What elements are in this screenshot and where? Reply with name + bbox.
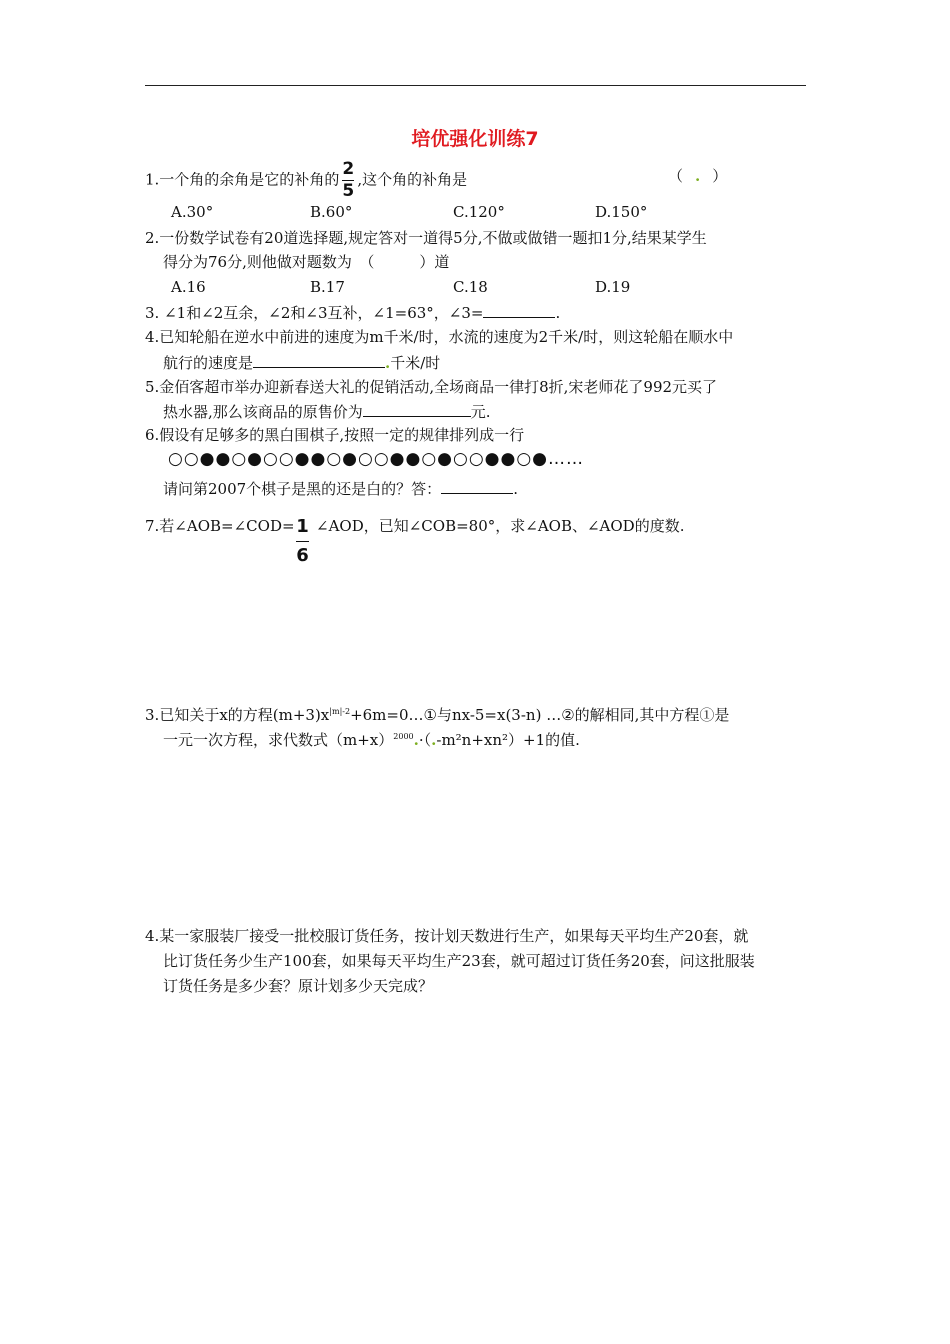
q6-stone-sequence: ○○●●○●○○●●○●○○●●○●○○●●○●…… — [168, 449, 585, 469]
q1-option-c: C.120° — [453, 203, 505, 221]
q5-line-1: 5.金佰客超市举办迎新春送大礼的促销活动,全场商品一律打8折,宋老师花了992元买了 — [145, 378, 718, 396]
q4-answer-blank — [253, 352, 385, 368]
q6-line-1: 6.假设有足够多的黑白围棋子,按照一定的规律排列成一行 — [145, 426, 525, 444]
q8-dot-op: ·（ — [418, 731, 432, 749]
paren-left: （ — [668, 167, 684, 185]
q2-option-b: B.17 — [310, 278, 345, 296]
q3-text-end: . — [555, 304, 561, 322]
question-3 — [145, 302, 560, 323]
q2-option-d: D.19 — [595, 278, 631, 296]
paren-right: ） — [712, 167, 728, 185]
q1-text-end: ,这个角的补角是 — [357, 170, 468, 189]
q5-answer-blank — [363, 401, 471, 417]
fraction-numerator: 2 — [342, 159, 355, 179]
q8-text: 已知关于x的方程(m+3)x — [159, 706, 330, 724]
q6-answer-blank — [441, 478, 513, 494]
fraction-denominator: 6 — [296, 545, 309, 566]
q9-line-3: 订货任务是多少套？原计划多少天完成？ — [163, 977, 434, 995]
page-title: 培优强化训练7 — [411, 128, 539, 150]
question-7 — [145, 516, 295, 536]
q4-text: 航行的速度是 — [163, 354, 254, 372]
q4-unit: 千米/时 — [390, 354, 441, 372]
fraction-denominator: 5 — [342, 181, 355, 201]
q2-line-2: 得分为76分,则他做对题数为 （ ）道 — [163, 253, 450, 271]
q8-power: 2000 — [393, 732, 414, 741]
q5-line-2 — [163, 401, 491, 422]
q7-text: 7.若∠AOB=∠COD= — [145, 517, 295, 535]
q8-line-2: 一元一次方程，求代数式$(m+x)^{2000}.\cdot(.-m^2n+xn^2)+1$的值. — [163, 731, 580, 749]
q7-text-end: ∠AOD，已知∠COB=80°，求∠AOB、∠AOD的度数. — [316, 517, 685, 535]
fraction-numerator: 1 — [296, 516, 309, 537]
q8-text-cont: +6m=0…①与nx-5=x(3-n) …②的解相同,其中方程①是 — [350, 706, 730, 724]
q8-number: 3. — [145, 706, 160, 724]
q8-line-1 — [145, 702, 729, 725]
q8-exponent: |m|-2 — [329, 707, 351, 716]
header-rule — [145, 85, 806, 86]
q1-option-d: D.150° — [595, 203, 648, 221]
q1-answer-paren: （ . ） — [668, 167, 728, 185]
q8-expression: 一元一次方程，求代数式（m+x） — [163, 731, 394, 749]
q1-fraction — [342, 160, 354, 201]
question-1 — [145, 160, 467, 201]
q7-fraction — [296, 516, 309, 567]
q3-answer-blank — [483, 302, 555, 318]
q3-text: 3. ∠1和∠2互余，∠2和∠3互补，∠1=63°，∠3= — [145, 304, 484, 322]
q9-line-1: 4.某一家服装厂接受一批校服订货任务，按计划天数进行生产，如果每天平均生产20套，就 — [145, 927, 749, 945]
q4-line-1: 4.已知轮船在逆水中前进的速度为m千米/时，水流的速度为2千米/时，则这轮船在顺水中 — [145, 328, 734, 346]
q1-text: 1.一个角的余角是它的补角的 — [145, 170, 340, 189]
q1-option-a: A.30° — [171, 203, 214, 221]
q6-text: 请问第2007个棋子是黑的还是白的？答： — [163, 480, 442, 498]
q6-line-3 — [163, 478, 518, 499]
q5-unit: 元. — [470, 403, 491, 421]
q2-line-1: 2.一份数学试卷有20道选择题,规定答对一道得5分,不做或做错一题扣1分,结果某学生 — [145, 229, 707, 247]
q4-line-2: 航行的速度是 .千米/时 — [163, 354, 441, 372]
q9-line-2: 比订货任务少生产100套，如果每天平均生产23套，就可超过订货任务20套，问这批服装 — [163, 952, 755, 970]
q1-option-b: B.60° — [310, 203, 353, 221]
q2-option-c: C.18 — [453, 278, 488, 296]
q5-text: 热水器,那么该商品的原售价为 — [163, 403, 363, 421]
q2-option-a: A.16 — [171, 278, 206, 296]
q6-text-end: . — [513, 480, 518, 498]
q8-expression-end: -m²n+xn²）+1的值. — [436, 731, 580, 749]
